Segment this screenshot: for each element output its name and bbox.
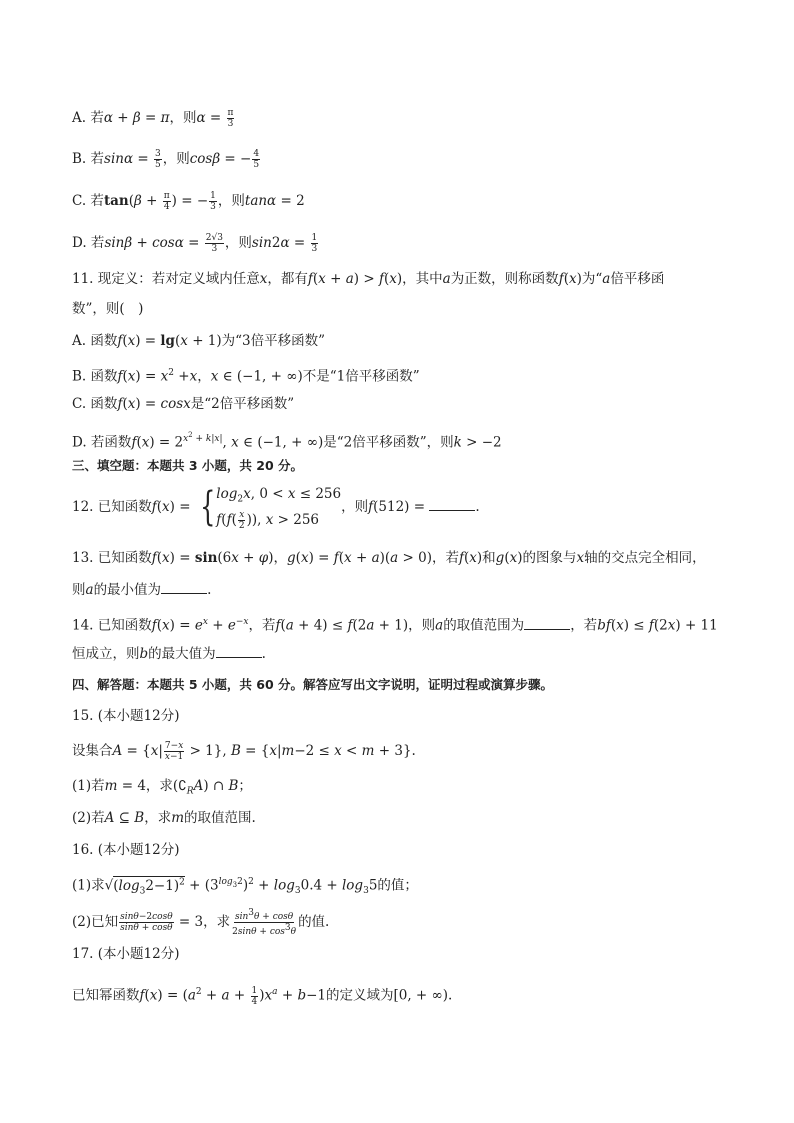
q14-line2: 恒成立，则b的最大值为 . — [72, 646, 266, 662]
q10-option-b: B. 若sinα = $\frac{3}{5}$ ，则cosβ = − $\frac{4}{5}$ — [72, 149, 260, 170]
q14-line1: 14. 已知函数$f(x) = e^x + e^{-x}$，若f(a + 4) ≤ f(2a + 1)，则a的取值范围为 ，若bf(x) ≤ f(2x) + 11 — [72, 617, 718, 634]
q11-option-d: D. 若函数$f(x) = 2^{x^2 + k|x|}$, x ∈ (−1, + ∞)是“2倍平移函数”，则k > −2 — [72, 431, 502, 451]
q11-stem-line2: 数”，则( ) — [72, 301, 144, 317]
q12-text: 12. 已知函数f(x) = { $\log_2x$, 0 < x ≤ 256 f(f( $\frac{x}{2}$ )), x > 256 ，则f(512) = . — [72, 484, 480, 531]
q15-part2: (2)若A ⊆ B，求m的取值范围. — [72, 810, 256, 826]
q17-stem: 已知幂函数$f(x) = (a^2 + a$ + $\frac{1}{4}$ )$x^a + b-1$的定义域为[0, + ∞). — [72, 985, 453, 1007]
section-fill-in-title: 三、填空题：本题共 3 小题，共 20 分。 — [72, 458, 304, 473]
q16-part2: (2)已知 $\frac{\sin\theta-2\cos\theta}{\sin\theta + \cos\theta}$ = 3，求 $\frac{\sin^3\theta + \cos\theta}{2\sin\theta + \cos^3\theta}$ 的值. — [72, 908, 330, 937]
q13-line1: 13. 已知函数f(x) = sin(6x + φ)，g(x) = f(x + a)(a > 0)，若f(x)和g(x)的图象与x轴的交点完全相同， — [72, 550, 706, 566]
section-answer-title: 四、解答题：本题共 5 小题，共 60 分。解答应写出文字说明，证明过程或演算步骤。 — [72, 677, 554, 692]
q17-header: 17. (本小题12分) — [72, 946, 180, 962]
q10-option-a: A. 若α + β = π，则α = $\frac{\pi}{3}$ — [72, 108, 234, 129]
q11-option-c: C. 函数f(x) = cosx是“2倍平移函数” — [72, 396, 295, 412]
q16-header: 16. (本小题12分) — [72, 842, 180, 858]
q11-option-a: A. 函数f(x) = lg(x + 1)为“3倍平移函数” — [72, 333, 326, 349]
q13-answer-blank[interactable] — [161, 581, 207, 594]
q13-line2: 则a的最小值为 . — [72, 582, 212, 598]
q16-part1: (1)求$√(\log_32-1)^2 + (3^{log_32})^2 + \log_30.4 + \log_35$的值； — [72, 877, 418, 897]
q14-answer-blank-1[interactable] — [524, 617, 570, 630]
q10-option-d: D. 若sinβ + cosα = $\frac{2√3}{3}$ ，则sin2α = $\frac{1}{3}$ — [72, 233, 318, 254]
q11-stem-line1: 11. 现定义：若对定义域内任意x，都有f(x + a) > f(x)，其中a为正数，则称函数f(x)为“a倍平移函 — [72, 271, 665, 287]
q15-header: 15. (本小题12分) — [72, 708, 180, 724]
q12-answer-blank[interactable] — [429, 498, 475, 511]
q10-option-c: C. 若tan(β + $\frac{\pi}{4}$ ) = − $\frac{1}{3}$ ，则tanα = 2 — [72, 191, 305, 212]
q15-part1: (1)若m = 4，求$(∁_RA)$ ∩ B； — [72, 778, 252, 797]
q15-stem: 设集合A = {x| $\frac{7-x}{x-1}$ > 1}, B = {x|m−2 ≤ x < m + 3}. — [72, 741, 416, 762]
q14-answer-blank-2[interactable] — [216, 645, 262, 658]
q11-option-b: B. 函数$f(x) = x^2 +x$，x ∈ (−1, + ∞)不是“1倍平移函数” — [72, 368, 420, 385]
